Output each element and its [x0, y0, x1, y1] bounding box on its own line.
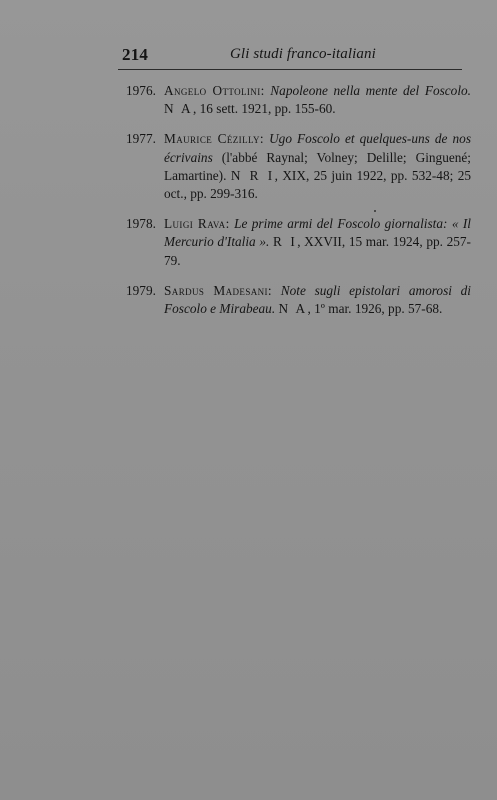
bibliography-entry: [126, 215, 471, 270]
header-rule: [118, 69, 462, 70]
bibliography-entry: [126, 282, 471, 318]
bibliography-entry: [126, 130, 471, 203]
entry-author: Sardus Madesani:: [164, 282, 273, 298]
entry-subjects: (l'abbé Raynal; Volney; Delille; Ginguené; Lamartine).: [164, 149, 471, 183]
page-header: [118, 45, 464, 69]
entry-title: Le prime armi del Foscolo giornalista: « Il Mercurio d'Italia ».: [164, 216, 471, 250]
entry-author: Maurice Cézilly:: [164, 131, 264, 147]
entry-title: Ugo Foscolo et quelques-uns de nos écrivains: [164, 131, 471, 165]
journal-sigla: R I: [273, 234, 298, 250]
entry-details: , 1º mar. 1926, pp. 57-68.: [307, 301, 443, 317]
journal-sigla: N A: [164, 101, 193, 117]
entry-author: Angelo Ottolini:: [164, 83, 265, 98]
entry-number: 1977.: [126, 131, 156, 147]
running-title: Gli studi franco-italiani: [230, 46, 376, 62]
entry-number: 1978.: [126, 216, 156, 232]
entry-details: , XIX, 25 juin 1922, pp. 532-48; 25 oct., pp. 299-316.: [164, 167, 472, 202]
entry-details: , XXVII, 15 mar. 1924, pp. 257-79.: [164, 234, 471, 268]
bibliography-list: [126, 82, 471, 330]
entry-text: [164, 130, 471, 203]
bibliography-entry: [126, 82, 471, 118]
journal-sigla: N A: [278, 301, 308, 317]
page-number: 214: [122, 45, 149, 64]
entry-number: 1976.: [126, 83, 156, 98]
entry-author: Luigi Rava:: [164, 216, 230, 232]
entry-details: , 16 sett. 1921, pp. 155-60.: [193, 101, 336, 117]
entry-title: Note sugli epistolari amorosi di Foscolo e Mirabeau.: [164, 282, 471, 317]
entry-text: [164, 82, 471, 118]
entry-title: Napoleone nella mente del Foscolo.: [270, 83, 471, 98]
entry-text: [164, 215, 471, 270]
print-speck: [374, 210, 376, 212]
journal-sigla: N R I: [230, 167, 275, 183]
entry-text: [164, 282, 471, 318]
entry-number: 1979.: [126, 282, 156, 298]
